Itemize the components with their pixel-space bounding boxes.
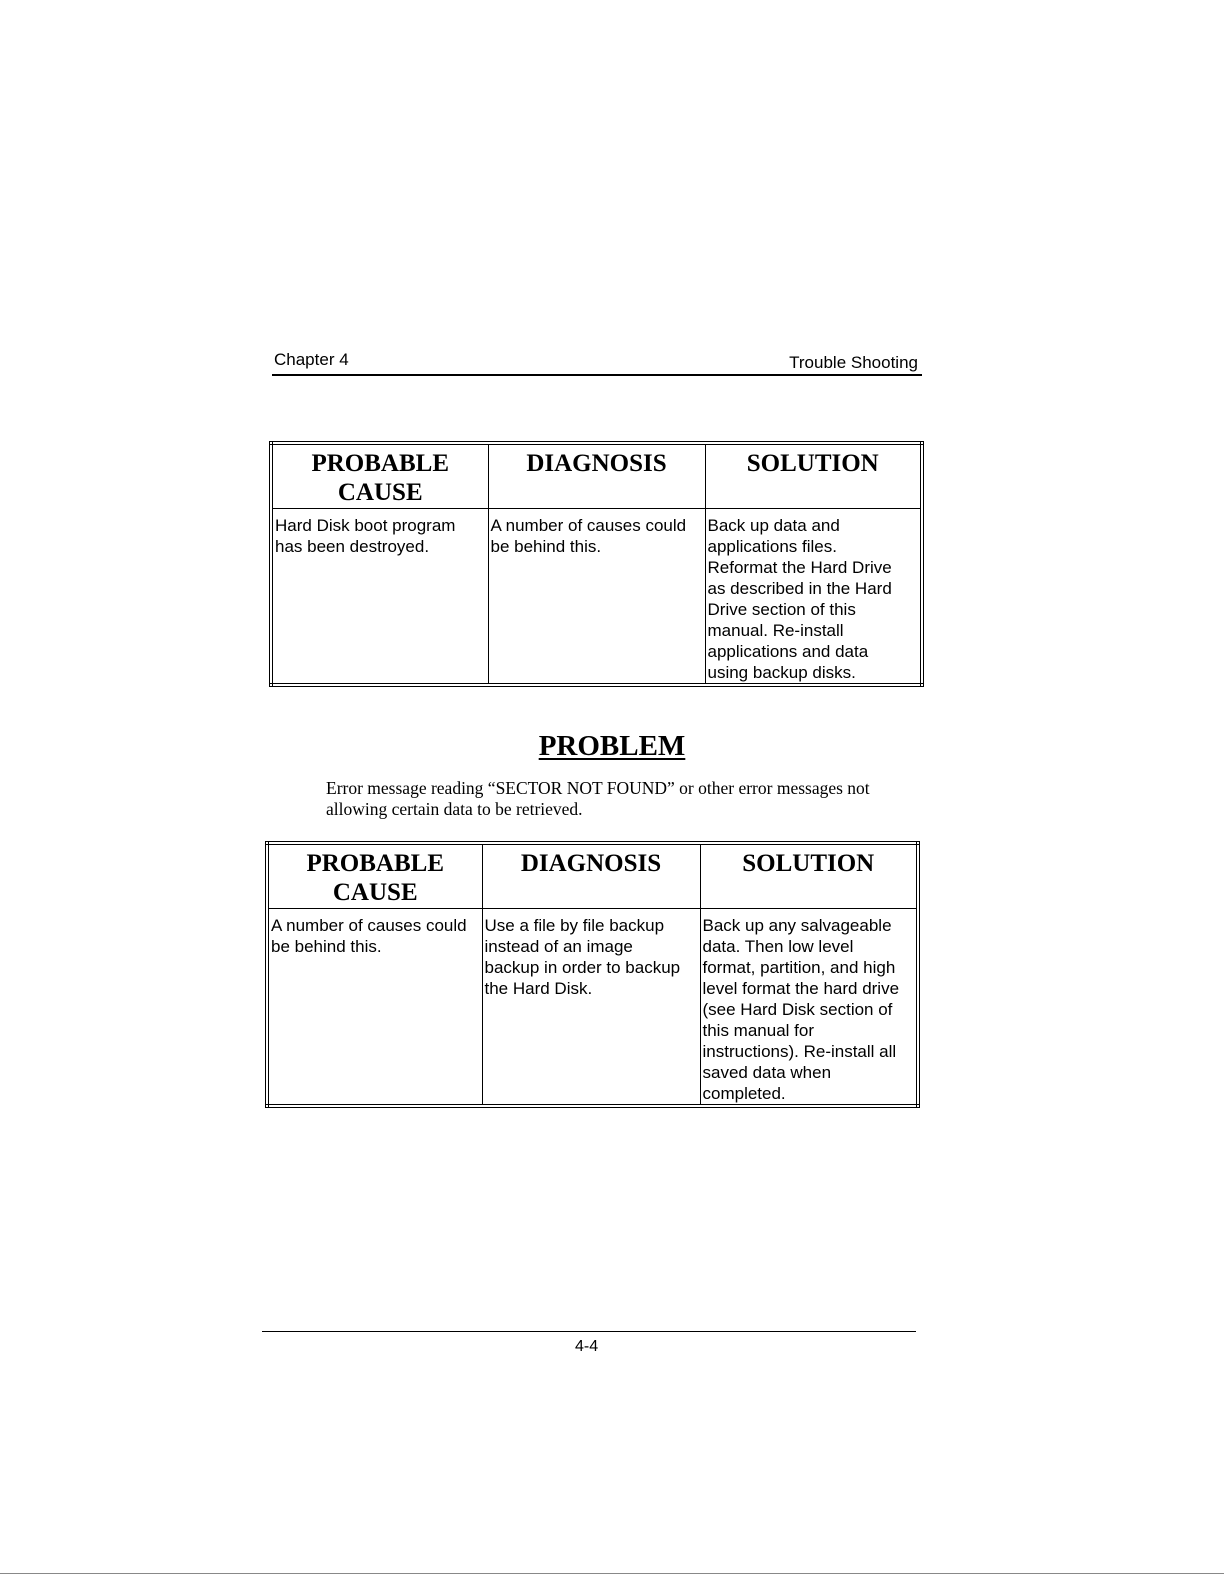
- header-diagnosis: DIAGNOSIS: [482, 843, 700, 909]
- footer-rule: [262, 1331, 916, 1332]
- cell-solution: Back up data and applications files. Reformat the Hard Drive as described in the Hard Drive section of this manual. Re-install applications and data using backup disks.: [705, 509, 922, 686]
- header-probable-cause: PROBABLE CAUSE: [271, 443, 488, 509]
- cell-cause: Hard Disk boot program has been destroyed.: [271, 509, 488, 686]
- problem-description: Error message reading “SECTOR NOT FOUND” or other error messages not allowing certain data to be retrieved.: [326, 778, 870, 819]
- header-probable-cause: PROBABLE CAUSE: [267, 843, 482, 909]
- header-diagnosis: DIAGNOSIS: [488, 443, 705, 509]
- cell-diagnosis: A number of causes could be behind this.: [488, 509, 705, 686]
- page-header: [272, 350, 922, 376]
- table-header-row: [267, 843, 918, 909]
- scan-edge-rule: [0, 1573, 1224, 1574]
- table-header-row: [271, 443, 922, 509]
- header-solution: SOLUTION: [705, 443, 922, 509]
- table-row: [271, 509, 922, 686]
- chapter-label: Chapter 4: [274, 350, 349, 369]
- section-title: Trouble Shooting: [789, 353, 918, 372]
- troubleshooting-table-1: [269, 441, 924, 687]
- troubleshooting-table-2: [265, 841, 920, 1108]
- header-solution: SOLUTION: [700, 843, 918, 909]
- cell-diagnosis: Use a file by file backup instead of an image backup in order to backup the Hard Disk.: [482, 909, 700, 1107]
- cell-cause: A number of causes could be behind this.: [267, 909, 482, 1107]
- table-row: [267, 909, 918, 1107]
- cell-solution: Back up any salvageable data. Then low level format, partition, and high level format the hard drive (see Hard Disk section of this manual for instructions). Re-install all saved data when completed.: [700, 909, 918, 1107]
- problem-heading: PROBLEM: [538, 730, 686, 762]
- page-number: 4-4: [575, 1338, 599, 1355]
